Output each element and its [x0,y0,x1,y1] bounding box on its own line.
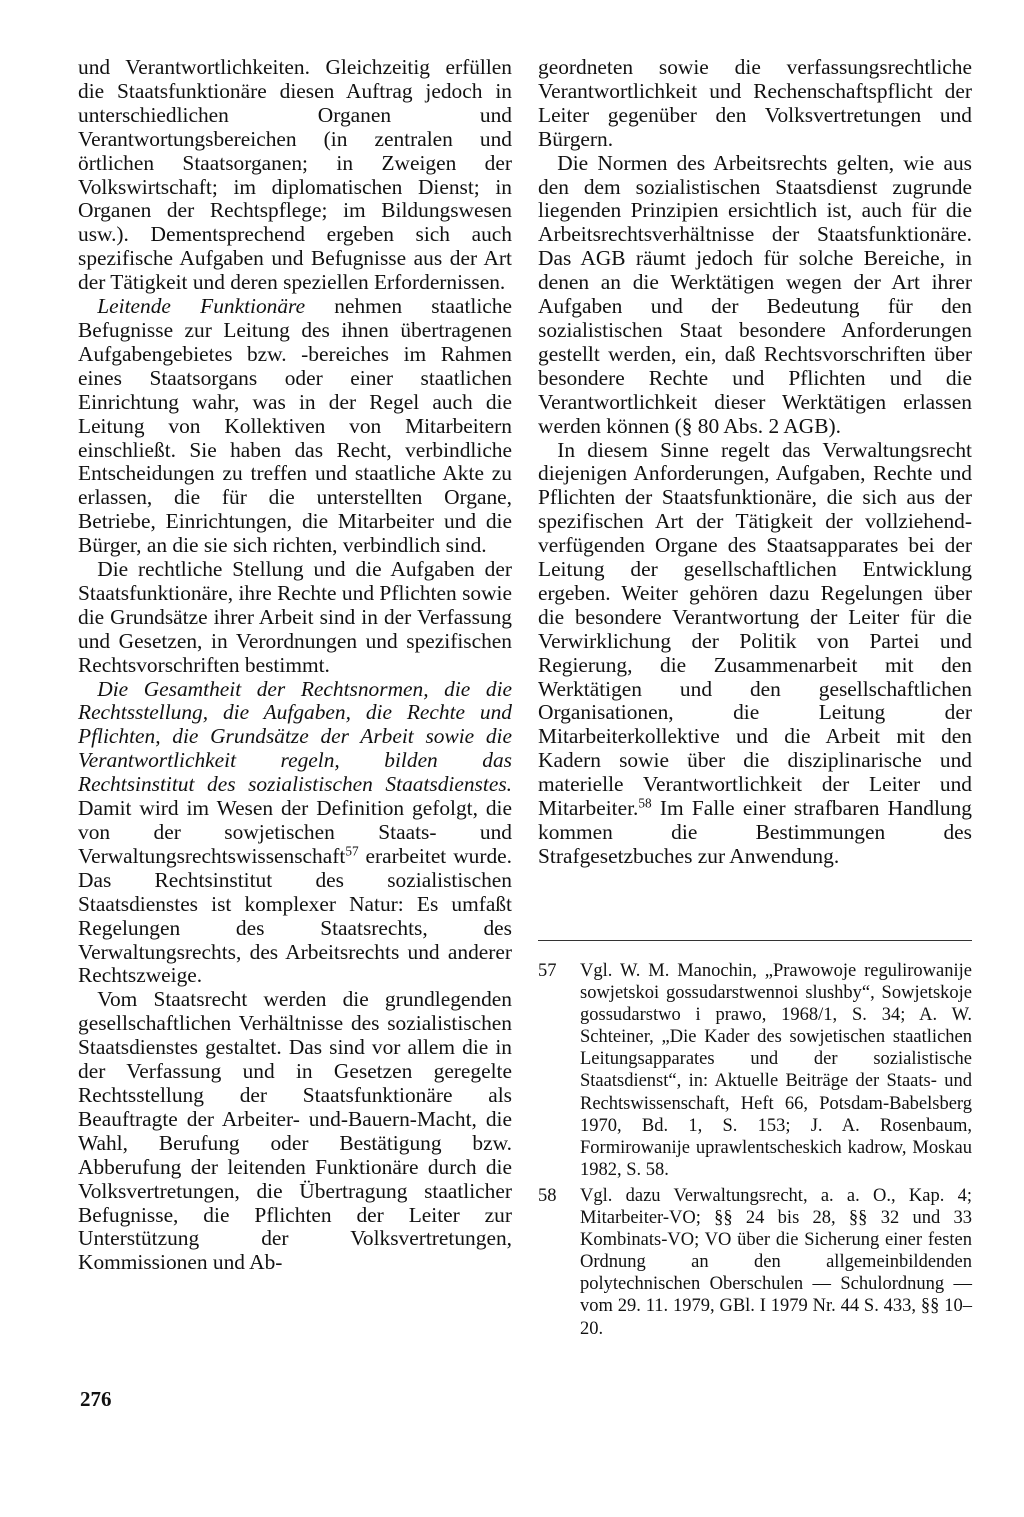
footnote-divider [538,940,972,941]
paragraph: und Verantwortlichkeiten. Gleichzeitig erfüllen die Staatsfunktionäre diesen Auftrag jedoch in unterschiedlichen Organen und Verantwortungsbereichen (in zentralen und örtlichen Staatsorganen; in Zweigen der Volkswirtschaft; im diplomatischen Dienst; in Organen der Rechtspflege; im Bildungswesen usw.). Dementsprechend ergeben sich auch spezifische Aufgaben und Befugnisse aus der Art der Tätigkeit und deren speziellen Erfordernissen. [78,55,512,295]
emphasis: Leitende Funktionäre [97,294,306,319]
paragraph-text: In diesem Sinne regelt das Verwaltungsrecht diejenigen Anforderungen, Aufgaben, Rechte und Pflichten der Staatsfunktionäre, die sich aus der spezifischen Art der Tätigkeit der vollziehend-verfügenden Organe des Staatsapparates bei der Leitung der gesellschaftlichen Entwicklung ergeben. Weiter gehören dazu Regelungen über die besondere Verantwortung der Leiter für die Verwirklichung der Politik von Partei und Regierung, die Zusammenarbeit mit den Werktätigen und den gesellschaftlichen Organisationen, die Leitung der Mitarbeiterkollektive und die Arbeit mit den Kadern sowie über die disziplinarische und materielle Verantwortlichkeit der Leiter und Mitarbeiter. [538,437,972,821]
paragraph [78,678,512,989]
footnote-text: Vgl. dazu Verwaltungsrecht, a. a. O., Kap. 4; Mitarbeiter-VO; §§ 24 bis 28, §§ 32 und 33 Kombinats-VO; VO über die Sicherung einer festen Ordnung an den allgemeinbildenden polytechnischen Oberschulen — Schulordnung — vom 29. 11. 1979, GBl. I 1979 Nr. 44 S. 433, §§ 10–20. [580,1185,972,1339]
paragraph: geordneten sowie die verfassungsrechtliche Verantwortlichkeit und Rechenschaftspflicht der Leiter gegenüber den Volksvertretungen und Bürgern. [538,55,972,151]
footnote-ref[interactable]: 58 [638,795,652,811]
footnote-number: 58 [538,1185,557,1206]
paragraph [78,295,512,558]
footnote-57 [538,960,972,1181]
footnote-ref[interactable]: 57 [345,843,359,859]
page-number: 276 [80,1387,112,1411]
paragraph: Die Normen des Arbeitsrechts gelten, wie aus den dem sozialistischen Staatsdienst zugrunde liegenden Prinzipien ersichtlich ist, auch für die Arbeitsrechtsverhältnisse der Staatsfunktionäre. Das AGB räumt jedoch für solche Bereiche, in denen an die Werktätigen wegen der Art ihrer Aufgaben und der Bedeutung für den sozialistischen Staat besondere Anforderungen gestellt werden, ein, daß Rechtsvorschriften über besondere Rechte und Pflichten und die Verantwortlichkeit dieser Werktätigen erlassen werden können (§ 80 Abs. 2 AGB). [538,150,972,438]
emphasis: Die Gesamtheit der Rechtsnormen, die die Rechtsstellung, die Aufgaben, die Rechte und Pflichten, die Grundsätze der Arbeit sowie die Verantwortlichkeit regeln, bilden das Rechtsinstitut des sozialistischen Staatsdienstes. [78,676,512,797]
paragraph-text: nehmen staatliche Befugnisse zur Leitung des ihnen übertragenen Aufgabengebietes bzw. -bereiches im Rahmen eines Staatsorgans oder einer staatlichen Einrichtung wahr, was in der Regel auch die Leitung von Kollektiven von Mitarbeitern einschließt. Sie haben das Recht, verbindliche Entscheidungen zu treffen und staatliche Akte zu erlassen, die für die unterstellten Organe, Betriebe, Einrichtungen, die Mitarbeiter und die Bürger, an die sie sich richten, verbindlich sind. [78,294,512,558]
paragraph-text: Damit wird im Wesen der Definition gefolgt, die von der sowjetischen Staats- und Verwaltungsrechtswissenschaft [78,796,512,868]
footnotes [538,960,972,1344]
footnote-text: Vgl. W. M. Manochin, „Prawowoje regulirowanije sowjetskoi gossudarstwennoi slushby“, Sowjetskoje gossudarstwo i prawo, 1968/1, S. 34; A. W. Schteiner, „Die Kader des sowjetischen staatlichen Leitungsapparates und der sozialistische Staatsdienst“, in: Aktuelle Beiträge der Staats- und Rechtswissenschaft, Heft 66, Potsdam-Babelsberg 1970, Bd. 1, S. 153; J. A. Rosenbaum, Formirowanije uprawlentscheskich kadrow, Moskau 1982, S. 58. [580,961,972,1180]
paragraph: Die rechtliche Stellung und die Aufgaben der Staatsfunktionäre, ihre Rechte und Pflichten sowie die Grundsätze ihrer Arbeit sind in der Verfassung und Gesetzen, in Verordnungen und spezifischen Rechtsvorschriften bestimmt. [78,557,512,677]
left-column [78,56,512,1275]
paragraph: Vom Staatsrecht werden die grundlegenden gesellschaftlichen Verhältnisse des sozialistischen Staatsdienstes gestaltet. Das sind vor allem die in der Verfassung und in Gesetzen geregelte Rechtsstellung der Staatsfunktionäre als Beauftragte der Arbeiter- und-Bauern-Macht, die Wahl, Berufung oder Bestätigung bzw. Abberufung der leitenden Funktionäre durch die Volksvertretungen, die Übertragung staatlicher Befugnisse, die Pflichten der Leiter zur Unterstützung der Volksvertretungen, Kommissionen und Ab- [78,987,512,1275]
footnote-58 [538,1185,972,1340]
paragraph [538,439,972,869]
footnote-number: 57 [538,961,557,981]
right-column [538,56,972,869]
paragraph-text: erarbeitet wurde. Das Rechtsinstitut des sozialistischen Staatsdienstes ist komplexer Natur: Es umfaßt Regelungen des Staatsrechts, des Verwaltungsrechts, des Arbeitsrechts und anderer Rechtszweige. [78,843,512,988]
paragraph-text: Im Falle einer strafbaren Handlung kommen die Bestimmungen des Strafgesetzbuches zur Anwendung. [538,796,972,868]
